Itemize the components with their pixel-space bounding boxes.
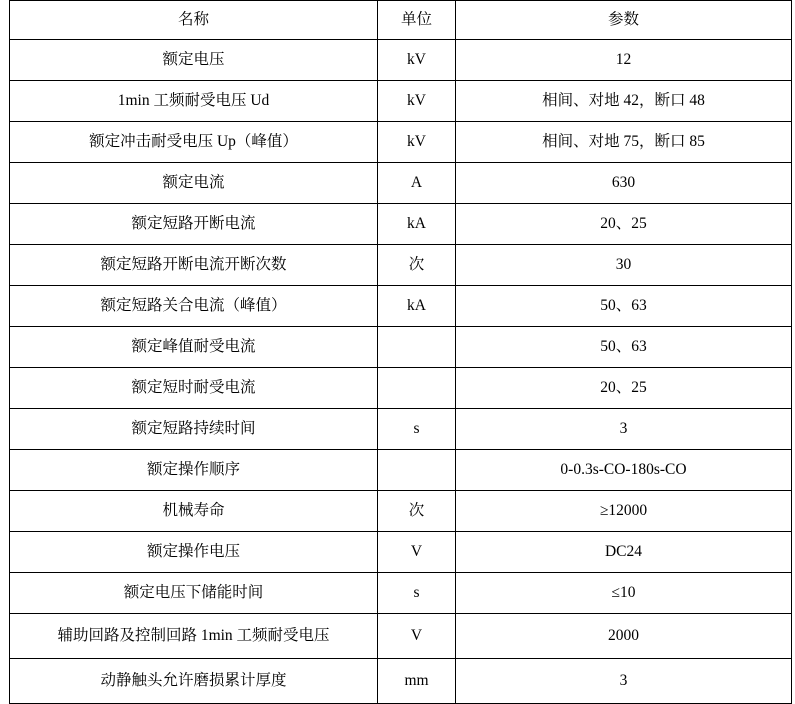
- table-row: [10, 81, 792, 122]
- specification-table: [9, 0, 792, 704]
- cell-name: 额定短路持续时间: [10, 409, 378, 450]
- table-row: [10, 614, 792, 659]
- table-header-row: [10, 1, 792, 40]
- cell-value: 630: [456, 163, 792, 204]
- cell-name: 额定短路开断电流开断次数: [10, 245, 378, 286]
- cell-value: 50、63: [456, 286, 792, 327]
- column-header-value: 参数: [456, 1, 792, 40]
- cell-unit: s: [378, 409, 456, 450]
- cell-value: 3: [456, 659, 792, 704]
- cell-value: ≥12000: [456, 491, 792, 532]
- cell-value: 30: [456, 245, 792, 286]
- cell-unit: kV: [378, 40, 456, 81]
- cell-name: 额定电压: [10, 40, 378, 81]
- cell-name: 辅助回路及控制回路 1min 工频耐受电压: [10, 614, 378, 659]
- cell-value: 20、25: [456, 368, 792, 409]
- cell-unit: kV: [378, 81, 456, 122]
- cell-name: 机械寿命: [10, 491, 378, 532]
- cell-name: 动静触头允许磨损累计厚度: [10, 659, 378, 704]
- cell-name: 额定短时耐受电流: [10, 368, 378, 409]
- table-row: [10, 409, 792, 450]
- cell-value: 3: [456, 409, 792, 450]
- cell-unit: V: [378, 614, 456, 659]
- cell-unit: [378, 450, 456, 491]
- cell-unit: kV: [378, 122, 456, 163]
- cell-name: 1min 工频耐受电压 Ud: [10, 81, 378, 122]
- cell-name: 额定冲击耐受电压 Up（峰值）: [10, 122, 378, 163]
- table-row: [10, 532, 792, 573]
- table-row: [10, 204, 792, 245]
- table-row: [10, 122, 792, 163]
- cell-name: 额定电流: [10, 163, 378, 204]
- cell-unit: V: [378, 532, 456, 573]
- cell-unit: 次: [378, 245, 456, 286]
- cell-name: 额定峰值耐受电流: [10, 327, 378, 368]
- table-row: [10, 450, 792, 491]
- cell-name: 额定电压下储能时间: [10, 573, 378, 614]
- cell-name: 额定操作电压: [10, 532, 378, 573]
- table-row: [10, 573, 792, 614]
- table-row: [10, 286, 792, 327]
- cell-name: 额定短路关合电流（峰值）: [10, 286, 378, 327]
- cell-value: 相间、对地 75，断口 85: [456, 122, 792, 163]
- cell-value: DC24: [456, 532, 792, 573]
- cell-unit: kA: [378, 204, 456, 245]
- cell-value: 0-0.3s-CO-180s-CO: [456, 450, 792, 491]
- cell-unit: [378, 327, 456, 368]
- cell-value: 50、63: [456, 327, 792, 368]
- cell-unit: s: [378, 573, 456, 614]
- cell-value: 相间、对地 42，断口 48: [456, 81, 792, 122]
- table-row: [10, 245, 792, 286]
- cell-value: 12: [456, 40, 792, 81]
- table-row: [10, 163, 792, 204]
- table-row: [10, 368, 792, 409]
- table-row: [10, 327, 792, 368]
- cell-value: ≤10: [456, 573, 792, 614]
- cell-name: 额定短路开断电流: [10, 204, 378, 245]
- column-header-unit: 单位: [378, 1, 456, 40]
- table-row: [10, 40, 792, 81]
- cell-unit: 次: [378, 491, 456, 532]
- cell-unit: A: [378, 163, 456, 204]
- column-header-name: 名称: [10, 1, 378, 40]
- table-body: [10, 1, 792, 704]
- cell-unit: mm: [378, 659, 456, 704]
- cell-value: 2000: [456, 614, 792, 659]
- table-row: [10, 491, 792, 532]
- cell-name: 额定操作顺序: [10, 450, 378, 491]
- cell-value: 20、25: [456, 204, 792, 245]
- cell-unit: kA: [378, 286, 456, 327]
- cell-unit: [378, 368, 456, 409]
